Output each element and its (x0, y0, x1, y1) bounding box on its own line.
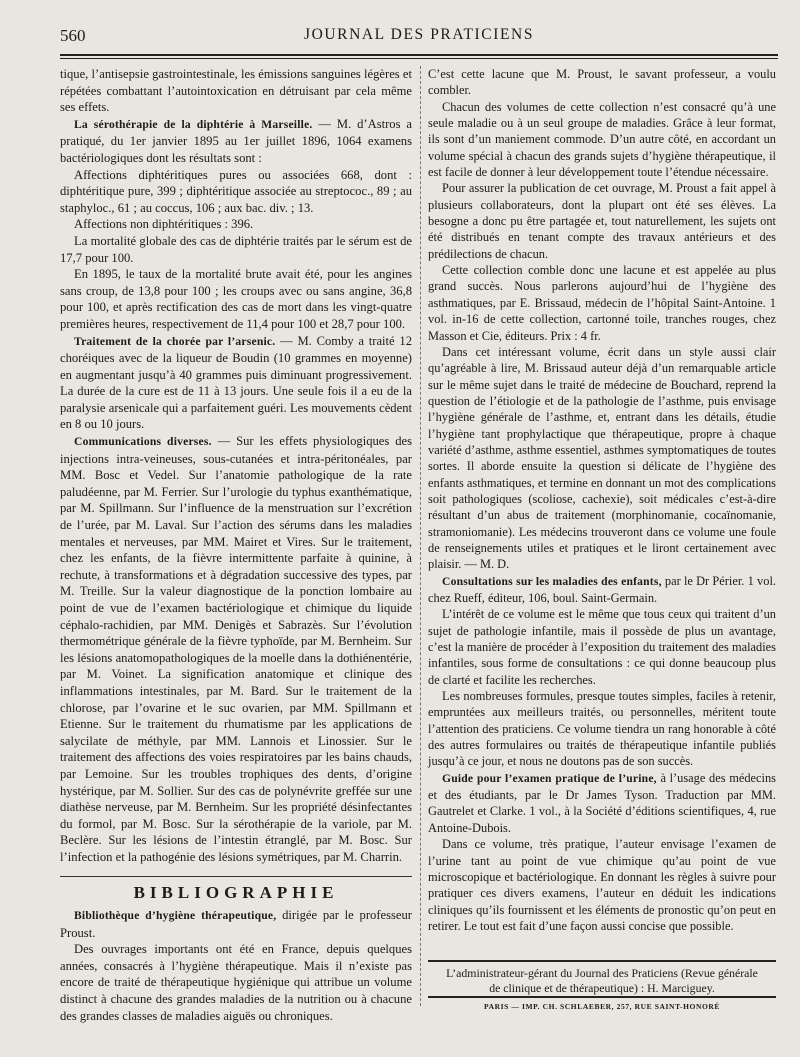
paragraph: tique, l’antisepsie gastrointestinale, les émissions sanguines légères et répétées combattant l’autointoxication en détruisant par cela même ses effets. (60, 67, 412, 115)
paragraph: L’intérêt de ce volume est le même que tous ceux qui traitent d’un sujet de pathologie infantile, mais il possède de plus un avantage, c’est la manière de procéder à l’exposition du traitement des maladies infantiles, sous forme de consultations : ce qui donne beaucoup plus de clarté et facilite les recherches. (428, 607, 776, 687)
paragraph: Pour assurer la publication de cet ouvrage, M. Proust a fait appel à plusieurs collaborateurs, dont la plupart ont été ses élèves. La besogne a donc pu être partagée et, tout naturellement, les sujets ont été distribués en tenant compte des travaux antérieurs et des prédilections de chacun. (428, 181, 776, 261)
paragraph: En 1895, le taux de la mortalité brute avait été, pour les angines sans croup, de 13,8 pour 100 ; les croups avec ou sans angine, 36,8 pour 100, et après rectification des cas de mort dans les vingt-quatre premières heures, respectivement de 11,4 pour 100 et 28,7 pour 100. (60, 267, 412, 331)
rubric-title: Consultations sur les maladies des enfants, (442, 574, 662, 588)
paragraph: Dans ce volume, très pratique, l’auteur envisage l’examen de l’urine tant au point de vue chimique qu’au point de vue microscopique et bactériologique. En donnant les règles à suivre pour pratiquer ces divers examens, l’auteur en déduit les indications cliniques qu’ils fournissent et les éléments de pronostic qu’on peut en retirer. Le tout est fait d’une façon aussi concise que possible. (428, 837, 776, 933)
paragraph: Affections non diphtéritiques : 396. (74, 217, 254, 232)
manager-line: L’administrateur-gérant du Journal des Praticiens (Revue générale (446, 966, 758, 980)
manager-line: de clinique et de thérapeutique) : H. Marciguey. (489, 981, 715, 995)
paragraph: Des ouvrages importants ont été en France, depuis quelques années, consacrés à l’hygiène thérapeutique. Mais il n’existe pas encore de traité de thérapeutique hygiénique qui attribue un volume distinct à chacune des grandes maladies de la nutrition ou à chacune des grandes classes de maladies aiguës ou chroniques. (60, 942, 412, 1023)
paragraph: Dans cet intéressant volume, écrit dans un style aussi clair qu’agréable à lire, M. Brissaud auteur déjà d’un remarquable article sur le même sujet dans le traité de médecine de Bouchard, reprend la question de l’étiologie et de la pathologie de l’asthme, puis envisage l’hygiène générale de l’asthme, et, entrant dans les détails, étudie l’hygiène tant prophylactique que thérapeutique, propre à chaque variété d’asthme, asthme essentiel, asthmes symptomatiques de toutes sortes. Il aborde ensuite la question si délicate de l’hygiène des enfants asthmatiques, et termine en donnant un mot des complications soit pathologiques (scoliose, cachexie), soit médicales c’est-à-dire résultant d’un abus de traitement (morphinomanie, cocaïnomanie, stramoniomanie). Les médecins trouveront dans ce volume une foule de renseignements utiles et pratiques et le liront certainement avec plaisir. — M. D. (428, 344, 776, 572)
manager-notice (428, 966, 776, 996)
rubric-title: Guide pour l’examen pratique de l’urine, (442, 771, 657, 785)
paragraph-communications (60, 433, 412, 865)
paragraph-serotherapie (60, 116, 412, 167)
paragraph: Affections diphtéritiques pures ou associées 668, dont : diphtéritique pure, 399 ; diphtéritique associée au streptococ., 89 ; au staphyloc., 61 ; au coccus, 106 ; aux bac. div. ; 13. (60, 167, 412, 215)
running-header (60, 22, 778, 52)
bibliographie-heading: BIBLIOGRAPHIE (60, 876, 412, 902)
paragraph: Cette collection comble donc une lacune et est appelée au plus grand succès. Nous parlerons aujourd’hui de l’hygiène des asthmatiques, par E. Brissaud, médecin de l’hôpital Saint-Antoine. 1 vol. in-16 de cette collection, cartonné toile, tranches rouges, chez Masson et Cie, éditeurs. Prix : 4 fr. (428, 263, 776, 343)
paragraph-text: — M. Comby a traité 12 choréiques avec de la liqueur de Boudin (10 grammes en moyenne) en augmentant jusqu’à 40 grammes puis diminuant progressivement. La durée de la cure est de 11 à 13 jours. Une seule fois il a eu de la paralysie arsenicale qui a parfaitement guéri. Les mouvements cèdent en 8 ou 10 jours. (60, 333, 412, 432)
page-number: 560 (60, 26, 86, 45)
paragraph-text: à l’usage des médecins et des étudiants, par le Dr James Tyson. Traduction par MM. Gautrelet et Clarke. 1 vol., à la Société d’éditions scientifiques, 4, rue Antoine-Dubois. (428, 770, 776, 835)
footer-rule-bottom (428, 996, 776, 998)
paragraph: La mortalité globale des cas de diphtérie traités par le sérum est de 17,7 pour 100. (60, 233, 412, 265)
right-column (428, 66, 776, 934)
paragraph-text: par le Dr Périer. 1 vol. chez Rueff, éditeur, 106, boul. Saint-Germain. (428, 573, 776, 605)
paragraph: Chacun des volumes de cette collection n’est consacré qu’à une seule maladie ou à un seul groupe de maladies. Grâce à leur format, ils sont d’un maniement commode. D’un autre côté, en accordant un volume spécial à chacun des grands sujets d’hygiène thérapeutique, il est facile de donner à leur développement toute l’étendue nécessaire. (428, 99, 776, 180)
paragraph: C’est cette lacune que M. Proust, le savant professeur, a voulu combler. (428, 67, 776, 98)
paragraph-consultations (428, 573, 776, 607)
rubric-title: Communications diverses. (74, 435, 212, 449)
header-rule-thin (60, 58, 778, 59)
paragraph-text: dirigée par le professeur Proust. (60, 908, 412, 940)
paragraph-bibliotheque (60, 907, 412, 941)
footer-rule-top (428, 960, 776, 962)
paragraph-text: — M. d’Astros a pratiqué, du 1er janvier 1895 au 1er juillet 1896, 1064 examens bactériologiques dont les résultats sont : (60, 116, 412, 165)
paragraph-choree (60, 333, 412, 434)
rubric-title: Bibliothèque d’hygiène thérapeutique, (74, 909, 277, 923)
paragraph: Les nombreuses formules, presque toutes simples, faciles à retenir, empruntées aux meilleurs traités, ou personnelles, méritent toute l’attention des praticiens. Ce volume tiendra un rang honorable à côté des autres formulaires ou traités de thérapeutique infantile publiés jusqu’à ce jour, et nous ne doutons pas de son succès. (428, 689, 776, 769)
column-divider (420, 66, 421, 1006)
printer-imprint: PARIS — IMP. CH. SCHLAEBER, 257, RUE SAINT-HONORÉ (483, 1002, 721, 1011)
paragraph-text: — Sur les effets physiologiques des injections intra-veineuses, sous-cutanées et intra-péritonéales, par MM. Bosc et Vedel. Sur l’anatomie pathologique de la rate paludéenne, par M. Ferrier. Sur l’urologie du typhus exanthématique, par M. Spillmann. Sur l’influence de la menstruation sur l’excrétion de l’urée, par M. Laval. Sur l’action des sérums dans les maladies mentales et nerveuses, par MM. Mairet et Vires. Sur le traitement, chez les enfants, de la fièvre intermittente parfaite à quinine, à rechute, à transformations et à dégradation successive des types, par M. Treille. Sur la valeur diagnostique de la ponction lombaire au point de vue de l’examen bactériologique et chimique du liquide céphalo-rachidien, par MM. Denigès et Sabrazès. Sur l’évolution thermométrique générale de la fièvre typhoïde, par M. Bernheim. Sur les lésions anatomopathologiques de la moelle dans la dothiénentérie, par M. Voinet. La signification anatomique et clinique des inflammations intestinales, par M. Bard. Sur le traitement de la chlorose, par l’ovarine et le suc ovarien, par MM. Spillmann et Etienne. Sur le traitement du rhumatisme par les applications de salycilate de méthyle, par MM. Lannois et Linossier. Sur le traitement des affections des voies respiratoires par les bains chauds, par Lemoine. Sur les troubles trophiques des dents, d’origine hystérique, par M. Sollier. Sur des cas de polynévrite greffée sur une diathèse nerveuse, par M. Bernheim. Sur les propriété désinfectantes du formol, par M. Bosc. Sur la sérothérapie de la variole, par M. Beclère. Sur les lésions de l’intestin étranglé, par M. Bosc. Sur l’infection et la pathogénie des lésions symétriques, par M. Charrin. (60, 434, 412, 864)
rubric-title: La sérothérapie de la diphtérie à Marseille. (74, 117, 313, 131)
header-rule (60, 54, 778, 56)
rubric-title: Traitement de la chorée par l’arsenic. (74, 334, 276, 348)
journal-title: JOURNAL DES PRATICIENS (303, 26, 535, 43)
paragraph-guide-urine (428, 770, 776, 836)
left-column (60, 66, 412, 1024)
